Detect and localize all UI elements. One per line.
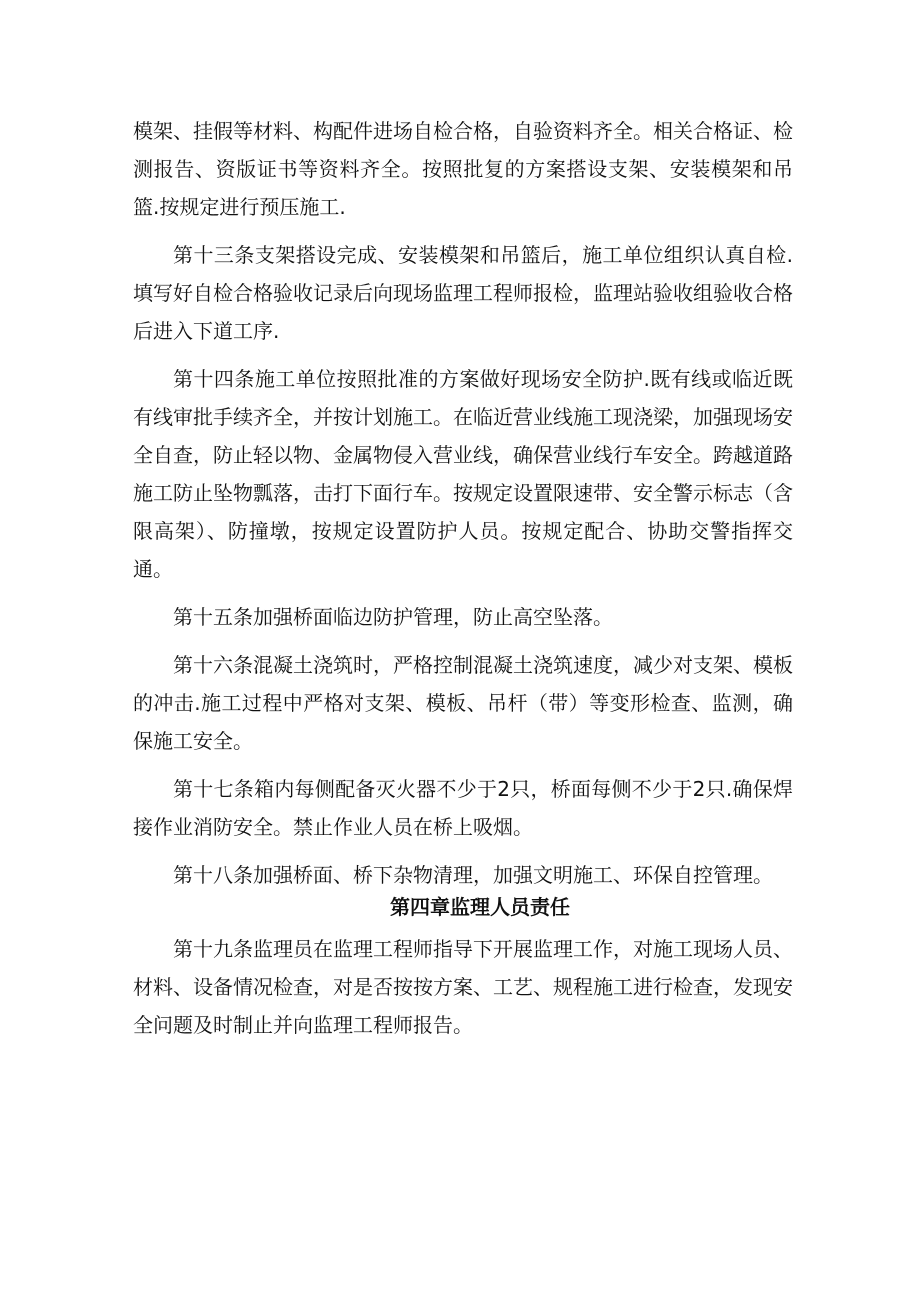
paragraph-article-13: 第十三条支架搭设完成、安装模架和吊篮后，施工单位组织认真自检.填写好自检合格验收记录后向现场监理工程师报检，监理站验收组验收合格后进入下道工序. (133, 243, 793, 343)
paragraph-article-16: 第十六条混凝土浇筑时，严格控制混凝土浇筑速度，减少对支架、模板的冲击.施工过程中严格对支架、模板、吊杆（带）等变形检查、监测，确保施工安全。 (133, 653, 793, 753)
paragraph-article-17: 第十七条箱内每侧配备灭火器不少于2只，桥面每侧不少于2只.确保焊接作业消防安全。禁止作业人员在桥上吸烟。 (133, 777, 793, 839)
paragraph-article-19: 第十九条监理员在监理工程师指导下开展监理工作，对施工现场人员、材料、设备情况检查，对是否按按方案、工艺、规程施工进行检查，发现安全问题及时制止并向监理工程师报告。 (133, 937, 793, 1037)
paragraph-article-18: 第十八条加强桥面、桥下杂物清理，加强文明施工、环保自控管理。 (173, 863, 773, 887)
paragraph-article-14: 第十四条施工单位按照批准的方案做好现场安全防护.既有线或临近既有线审批手续齐全，并按计划施工。在临近营业线施工现浇梁，加强现场安全自查，防止轻以物、金属物侵入营业线，确保营业线行车安全。跨越道路施工防止坠物瓢落，击打下面行车。按规定设置限速带、安全警示标志（含限高架）、防撞墩，按规定设置防护人员。按规定配合、协助交警指挥交通。 (133, 367, 793, 581)
paragraph-article-15: 第十五条加强桥面临边防护管理，防止高空坠落。 (173, 605, 613, 629)
document-body (133, 112, 793, 1044)
paragraph-continuation: 模架、挂假等材料、构配件进场自检合格，自验资料齐全。相关合格证、检测报告、资版证书等资料齐全。按照批复的方案搭设支架、安装模架和吊篮.按规定进行预压施工. (133, 119, 793, 219)
chapter-heading: 第四章监理人员责任 (390, 895, 570, 919)
